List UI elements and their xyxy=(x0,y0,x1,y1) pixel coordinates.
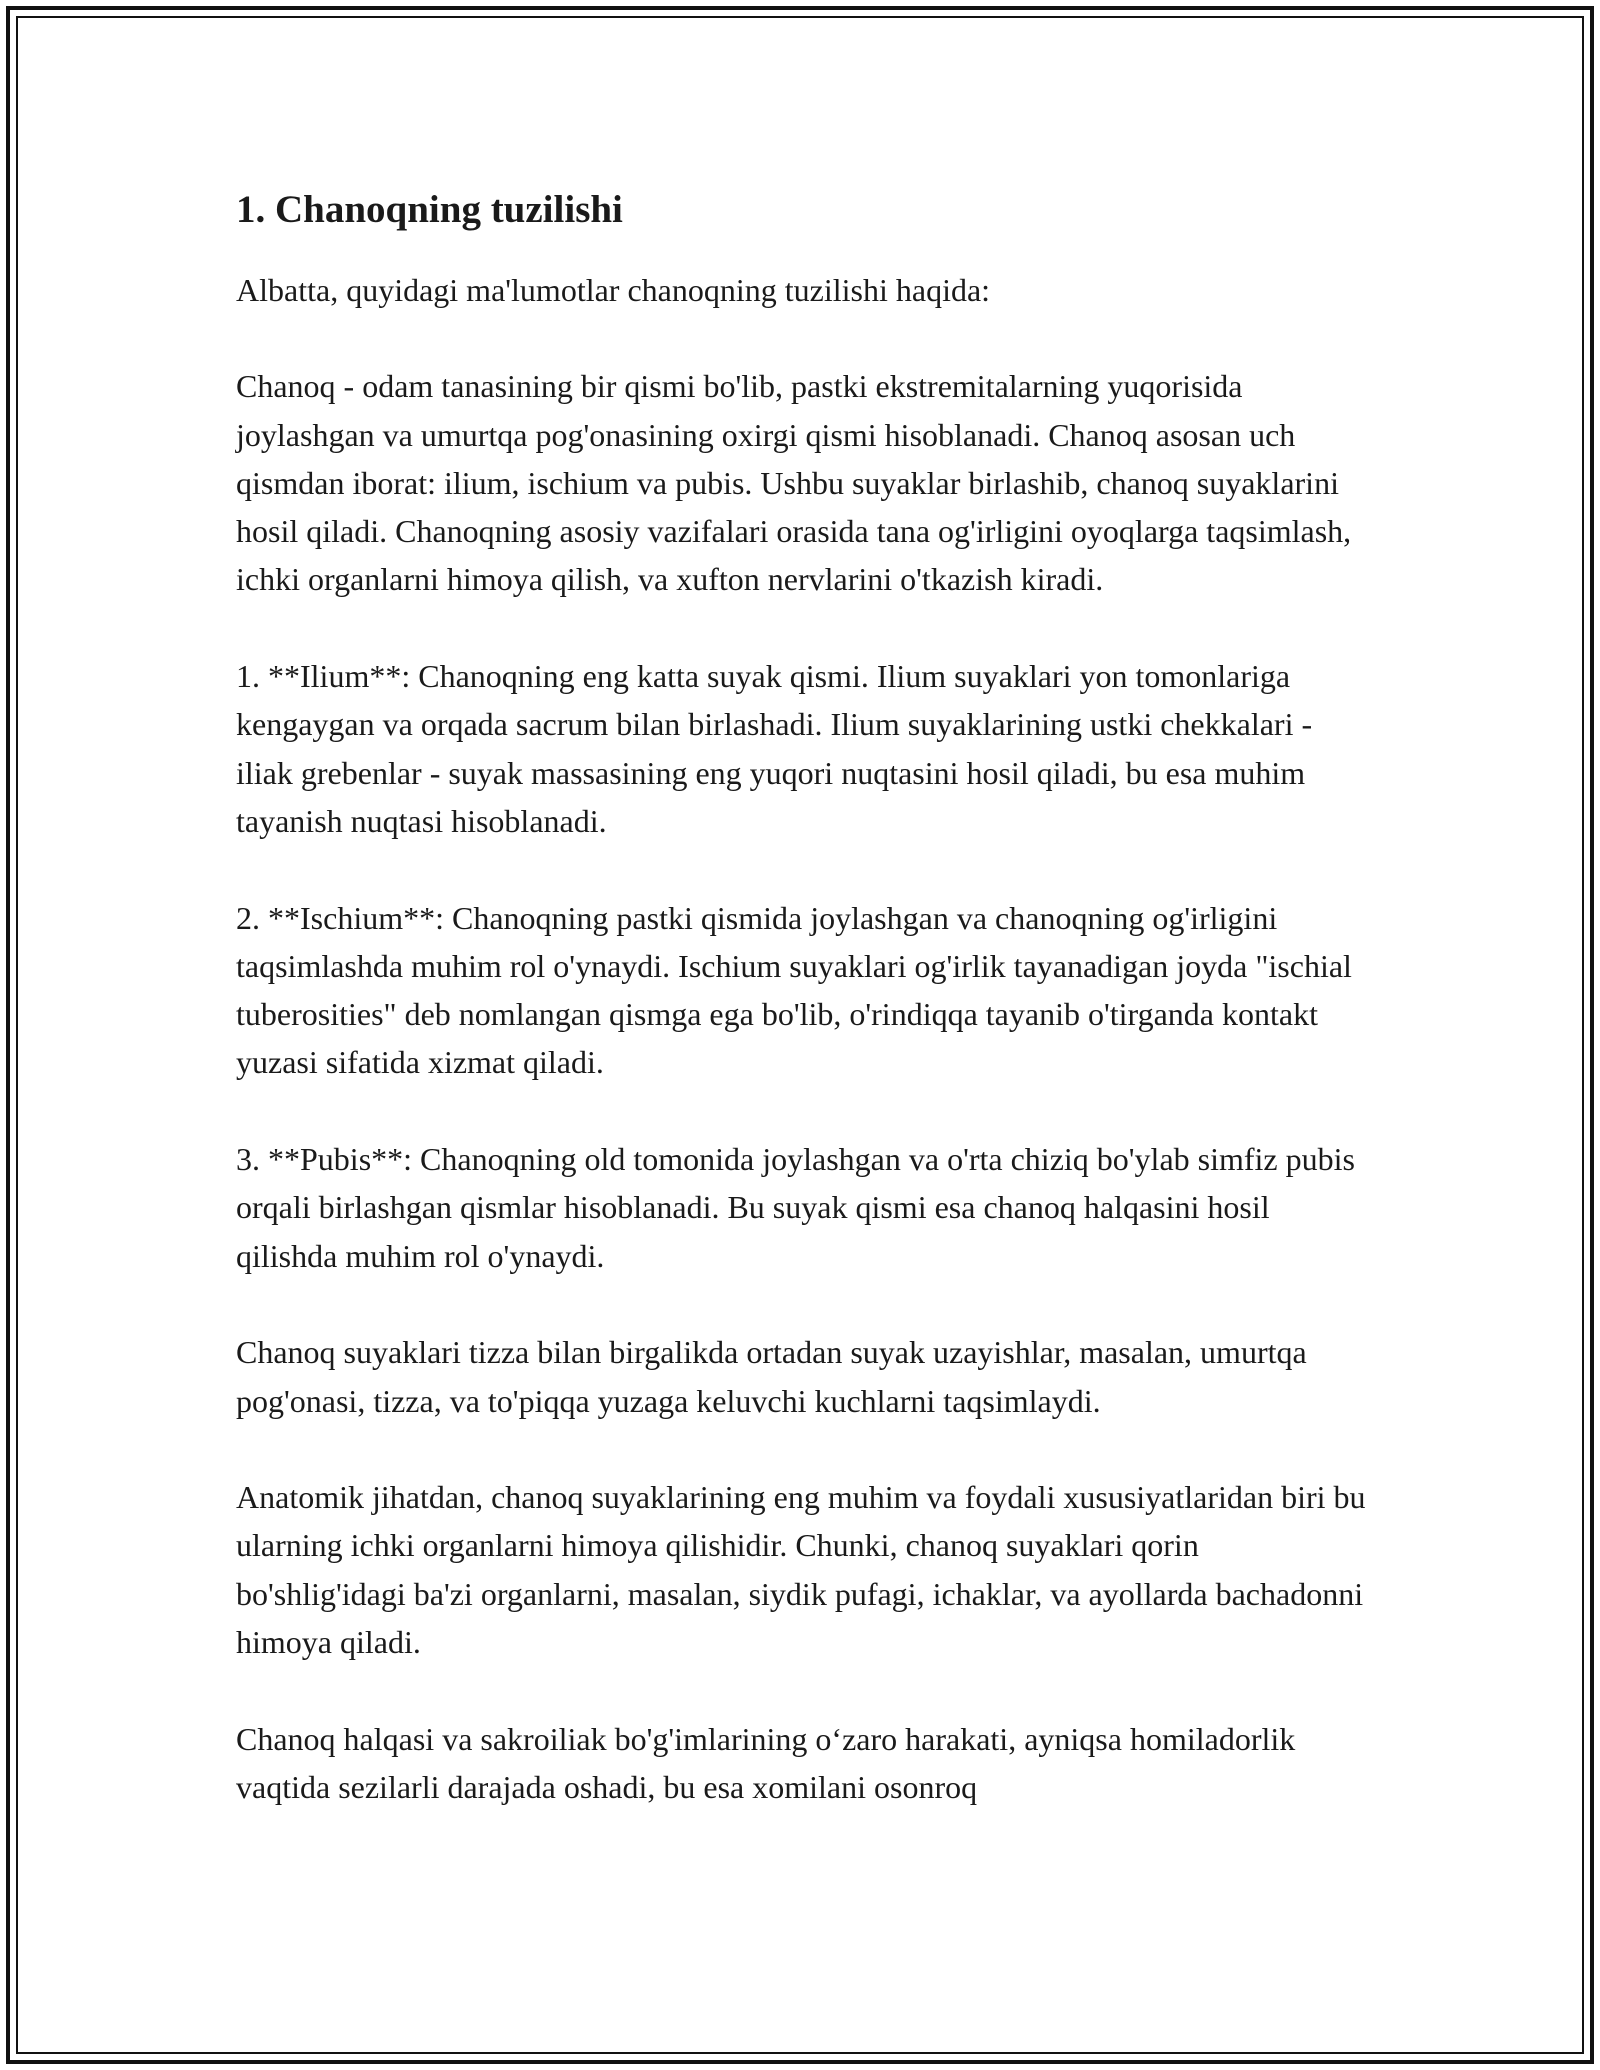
ilium-paragraph: 1. **Ilium**: Chanoqning eng katta suyak qismi. Ilium suyaklari yon tomonlariga kengaygan va orqada sacrum bilan birlashadi. Ilium suyaklarining ustki chekkalari - iliak grebenlar - suyak massasining eng yuqori nuqtasini hosil qiladi, bu esa muhim tayanish nuqtasi hisoblanadi. xyxy=(236,658,1313,839)
intro-paragraph: Albatta, quyidagi ma'lumotlar chanoqning tuzilishi haqida: xyxy=(236,271,991,308)
ischium-paragraph: 2. **Ischium**: Chanoqning pastki qismida joylashgan va chanoqning og'irligini taqsimlashda muhim rol o'ynaydi. Ischium suyaklari og'irlik tayanadigan joyda "ischial tuberosities" deb nomlangan qismga ega bo'lib, o'rindiqqa tayanib o'tirganda kontakt yuzasi sifatida xizmat qiladi. xyxy=(236,899,1352,1081)
anatomy-protection-paragraph: Anatomik jihatdan, chanoq suyaklarining eng muhim va foydali xususiyatlaridan biri bu ularning ichki organlarni himoya qilishidir. Chunki, chanoq suyaklari qorin bo'shlig'idagi ba'zi organlarni, masalan, siydik pufagi, ichaklar, va ayollarda bachadonni himoya qiladi. xyxy=(236,1479,1366,1660)
pubis-paragraph: 3. **Pubis**: Chanoqning old tomonida joylashgan va o'rta chiziq bo'ylab simfiz pubis orqali birlashgan qismlar hisoblanadi. Bu suyak qismi esa chanoq halqasini hosil qilishda muhim rol o'ynaydi. xyxy=(236,1141,1355,1274)
load-distribution-paragraph: Chanoq suyaklari tizza bilan birgalikda ortadan suyak uzayishlar, masalan, umurtqa pog'onasi, tizza, va to'piqqa yuzaga keluvchi kuchlarni taqsimlaydi. xyxy=(236,1334,1307,1419)
section-heading: 1. Chanoqning tuzilishi xyxy=(236,188,623,231)
document-body xyxy=(236,185,1366,1859)
pregnancy-paragraph: Chanoq halqasi va sakroiliak bo'g'imlarining o‘zaro harakati, ayniqsa homiladorlik vaqtida sezilarli darajada oshadi, bu esa xomilani osonroq xyxy=(236,1720,1296,1805)
overview-paragraph: Chanoq - odam tanasining bir qismi bo'lib, pastki ekstremitalarning yuqorisida joylashgan va umurtqa pog'onasining oxirgi qismi hisoblanadi. Chanoq asosan uch qismdan iborat: ilium, ischium va pubis. Ushbu suyaklar birlashib, chanoq suyaklarini hosil qiladi. Chanoqning asosiy vazifalari orasida tana og'irligini oyoqlarga taqsimlash, ichki organlarni himoya qilish, va xufton nervlarini o'tkazish kiradi. xyxy=(236,368,1352,598)
